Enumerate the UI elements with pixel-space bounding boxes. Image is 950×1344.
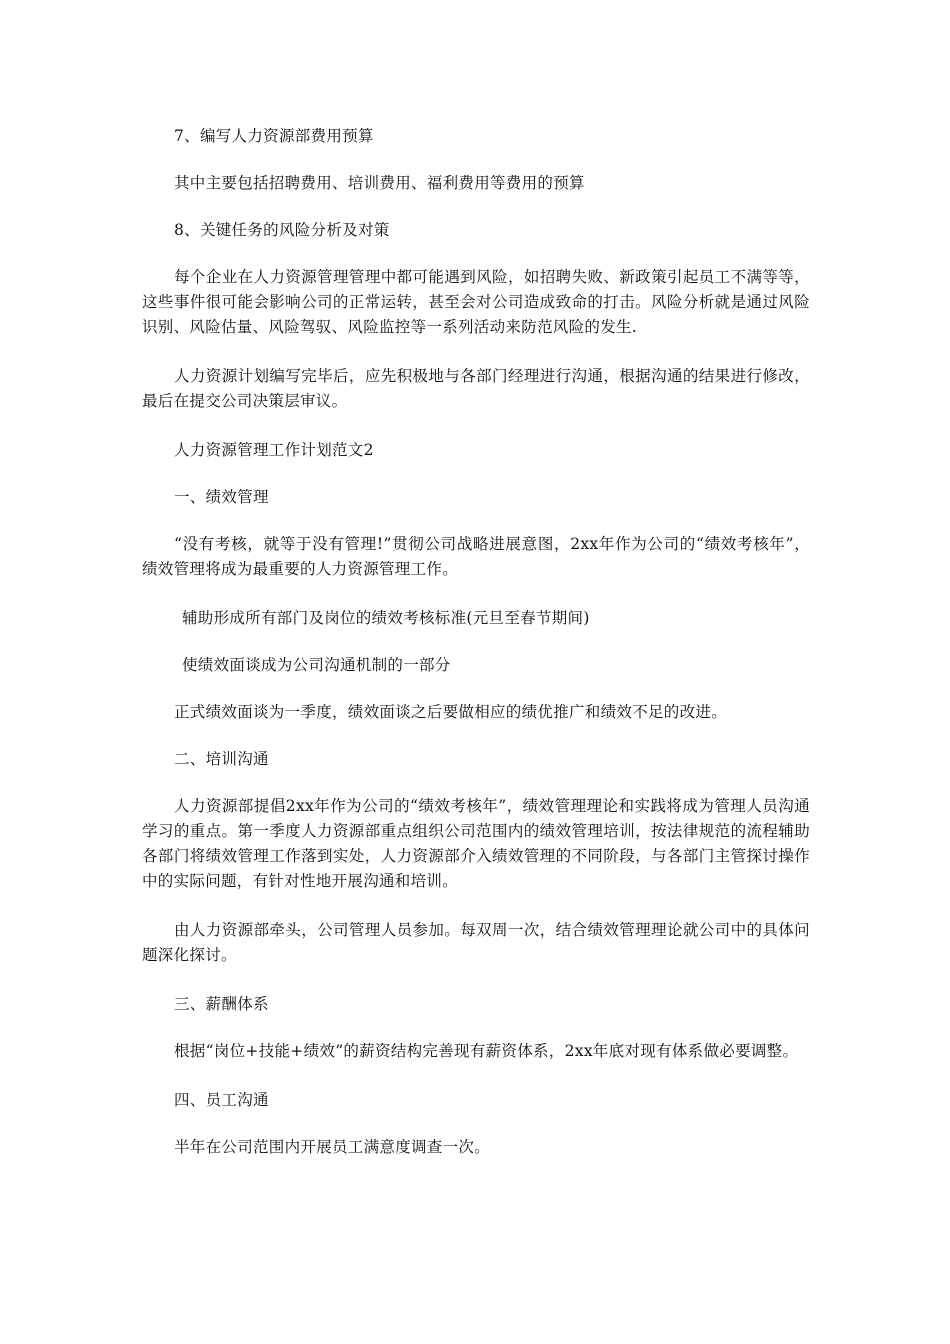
paragraph: 人力资源计划编写完毕后，应先积极地与各部门经理进行沟通，根据沟通的结果进行修改，最后在提交公司决策层审议。	[142, 367, 810, 410]
paragraph: 半年在公司范围内开展员工满意度调查一次。	[174, 1138, 491, 1156]
document-subtitle: 人力资源管理工作计划范文2	[174, 441, 374, 459]
section-heading-4: 四、员工沟通	[174, 1091, 269, 1109]
section-heading-7: 7、编写人力资源部费用预算	[174, 127, 374, 145]
paragraph: 由人力资源部牵头，公司管理人员参加。每双周一次，结合绩效管理理论就公司中的具体问题深化探讨。	[142, 921, 810, 964]
paragraph: 每个企业在人力资源管理管理中都可能遇到风险，如招聘失败、新政策引起员工不满等等，这些事件很可能会影响公司的正常运转，甚至会对公司造成致命的打击。风险分析就是通过风险识别、风险估量、风险驾驭、风险监控等一系列活动来防范风险的发生.	[142, 268, 810, 336]
paragraph: 正式绩效面谈为一季度，绩效面谈之后要做相应的绩优推广和绩效不足的改进。	[174, 703, 728, 721]
section-heading-8: 8、关键任务的风险分析及对策	[174, 221, 390, 239]
paragraph: 人力资源部提倡2xx年作为公司的“绩效考核年”，绩效管理理论和实践将成为管理人员沟通学习的重点。第一季度人力资源部重点组织公司范围内的绩效管理培训，按法律规范的流程辅助各部门将绩效管理工作落到实处，人力资源部介入绩效管理的不同阶段，与各部门主管探讨操作中的实际问题，有针对性地开展沟通和培训。	[142, 797, 810, 890]
paragraph: 根据“岗位+技能+绩效”的薪资结构完善现有薪资体系，2xx年底对现有体系做必要调整。	[174, 1042, 799, 1060]
paragraph: “没有考核，就等于没有管理!”贯彻公司战略进展意图，2xx年作为公司的“绩效考核年”，绩效管理将成为最重要的人力资源管理工作。	[142, 535, 810, 578]
section-heading-1: 一、绩效管理	[174, 488, 269, 506]
document-body	[142, 124, 810, 1160]
paragraph: 其中主要包括招聘费用、培训费用、福利费用等费用的预算	[174, 174, 585, 192]
list-item: 辅助形成所有部门及岗位的绩效考核标准(元旦至春节期间)	[182, 609, 590, 627]
section-heading-2: 二、培训沟通	[174, 750, 269, 768]
list-item: 使绩效面谈成为公司沟通机制的一部分	[182, 656, 451, 674]
section-heading-3: 三、薪酬体系	[174, 995, 269, 1013]
